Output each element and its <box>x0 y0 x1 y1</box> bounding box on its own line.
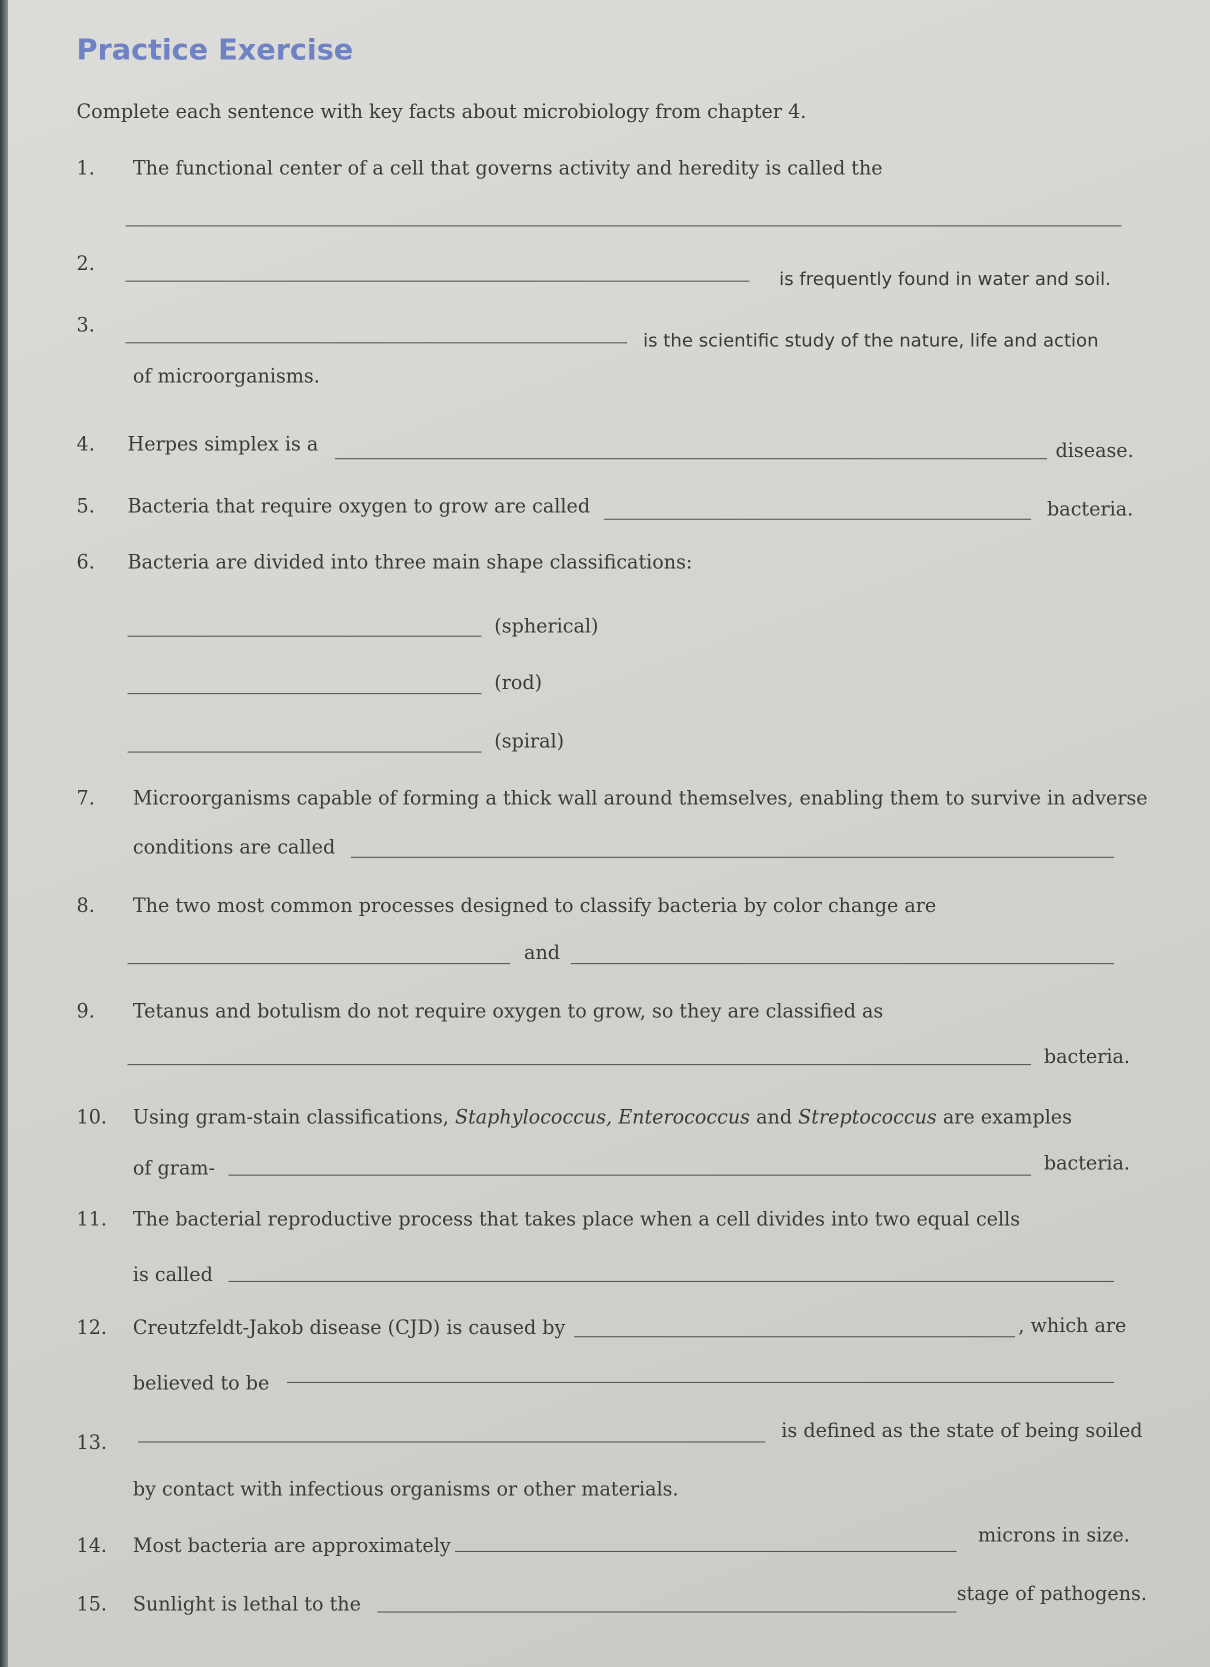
answer-blank[interactable] <box>125 342 627 343</box>
question-text: Bacteria that require oxygen to grow are called <box>127 495 591 518</box>
question-number: 7. <box>76 787 95 811</box>
question-text-after: , which are <box>1018 1314 1127 1338</box>
question-number: 11. <box>76 1208 107 1231</box>
question-text-cont: of gram- <box>132 1157 215 1180</box>
answer-blank[interactable] <box>377 1612 956 1613</box>
answer-blank[interactable] <box>229 1281 1114 1282</box>
question-text: The bacterial reproductive process that takes place when a cell divides into two equal cells <box>132 1208 1021 1231</box>
and-label: and <box>524 941 561 965</box>
question-text-cont: is called <box>132 1263 213 1287</box>
question-number: 14. <box>76 1534 107 1558</box>
question-text: Microorganisms capable of forming a thick wall around themselves, enabling them to survive in adverse <box>132 787 1148 811</box>
answer-blank[interactable] <box>351 857 1114 858</box>
answer-blank[interactable] <box>125 225 1121 226</box>
answer-blank[interactable] <box>128 1064 1032 1065</box>
answer-blank-1[interactable] <box>128 963 511 964</box>
question-text: is the scientific study of the nature, life and action <box>643 330 1099 352</box>
question-text-after: bacteria. <box>1043 1045 1131 1069</box>
question-number: 15. <box>76 1593 107 1616</box>
question-text-cont: by contact with infectious organisms or other materials. <box>132 1478 679 1501</box>
answer-blank-rod[interactable] <box>128 693 482 694</box>
question-text: Creutzfeldt-Jakob disease (CJD) is caused by <box>132 1317 566 1340</box>
question-text-cont: conditions are called <box>132 836 336 859</box>
question-number: 12. <box>76 1317 107 1340</box>
text-part: and <box>756 1106 793 1129</box>
question-text: is defined as the state of being soiled <box>781 1420 1143 1443</box>
question-text: Tetanus and botulism do not require oxygen to grow, so they are classified as <box>132 1000 884 1023</box>
question-number: 1. <box>76 157 95 180</box>
question-number: 8. <box>76 895 95 918</box>
question-text: The functional center of a cell that governs activity and heredity is called the <box>132 157 883 180</box>
question-text: Bacteria are divided into three main shape classifications: <box>127 551 693 575</box>
shape-label: (rod) <box>494 671 543 695</box>
answer-blank[interactable] <box>604 519 1031 520</box>
question-text-after: bacteria. <box>1047 498 1134 521</box>
question-number: 4. <box>76 433 95 457</box>
answer-blank-spiral[interactable] <box>128 752 482 753</box>
page-title: Practice Exercise <box>76 34 354 67</box>
instructions: Complete each sentence with key facts about microbiology from chapter 4. <box>76 100 807 124</box>
question-number: 10. <box>76 1106 107 1129</box>
question-text-after: stage of pathogens. <box>956 1582 1147 1606</box>
text-part: are examples <box>942 1106 1072 1129</box>
genus-name: Staphylococcus, <box>454 1106 613 1129</box>
question-text: is frequently found in water and soil. <box>779 268 1111 291</box>
question-text-after: disease. <box>1055 440 1134 463</box>
question-number: 2. <box>76 252 95 276</box>
shape-label: (spherical) <box>494 615 599 638</box>
answer-blank[interactable] <box>229 1175 1032 1176</box>
question-number: 6. <box>76 551 95 575</box>
shape-label: (spiral) <box>494 730 565 753</box>
question-text: The two most common processes designed to classify bacteria by color change are <box>132 895 937 918</box>
answer-blank[interactable] <box>125 281 749 282</box>
question-number: 9. <box>76 1000 95 1023</box>
question-text: Herpes simplex is a <box>127 433 319 457</box>
question-number: 3. <box>76 314 95 337</box>
answer-blank[interactable] <box>138 1441 765 1442</box>
answer-blank[interactable] <box>335 458 1047 459</box>
genus-name: Streptococcus <box>798 1106 937 1129</box>
question-text-cont: believed to be <box>132 1372 270 1395</box>
question-number: 13. <box>76 1431 107 1455</box>
answer-blank-spherical[interactable] <box>128 636 482 637</box>
text-part: Using gram-stain classifications, <box>132 1106 449 1129</box>
answer-blank-1[interactable] <box>574 1336 1015 1337</box>
question-number: 5. <box>76 495 95 518</box>
answer-blank-2[interactable] <box>571 963 1114 964</box>
question-text: Most bacteria are approximately <box>132 1534 451 1558</box>
answer-blank-2[interactable] <box>287 1382 1114 1383</box>
question-text <box>133 1107 1072 1130</box>
question-text-after: microns in size. <box>977 1524 1130 1547</box>
answer-blank[interactable] <box>455 1551 957 1552</box>
question-text-after: bacteria. <box>1043 1152 1131 1175</box>
question-text-cont: of microorganisms. <box>132 365 320 388</box>
genus-name: Enterococcus <box>618 1106 750 1129</box>
question-text: Sunlight is lethal to the <box>132 1593 361 1616</box>
